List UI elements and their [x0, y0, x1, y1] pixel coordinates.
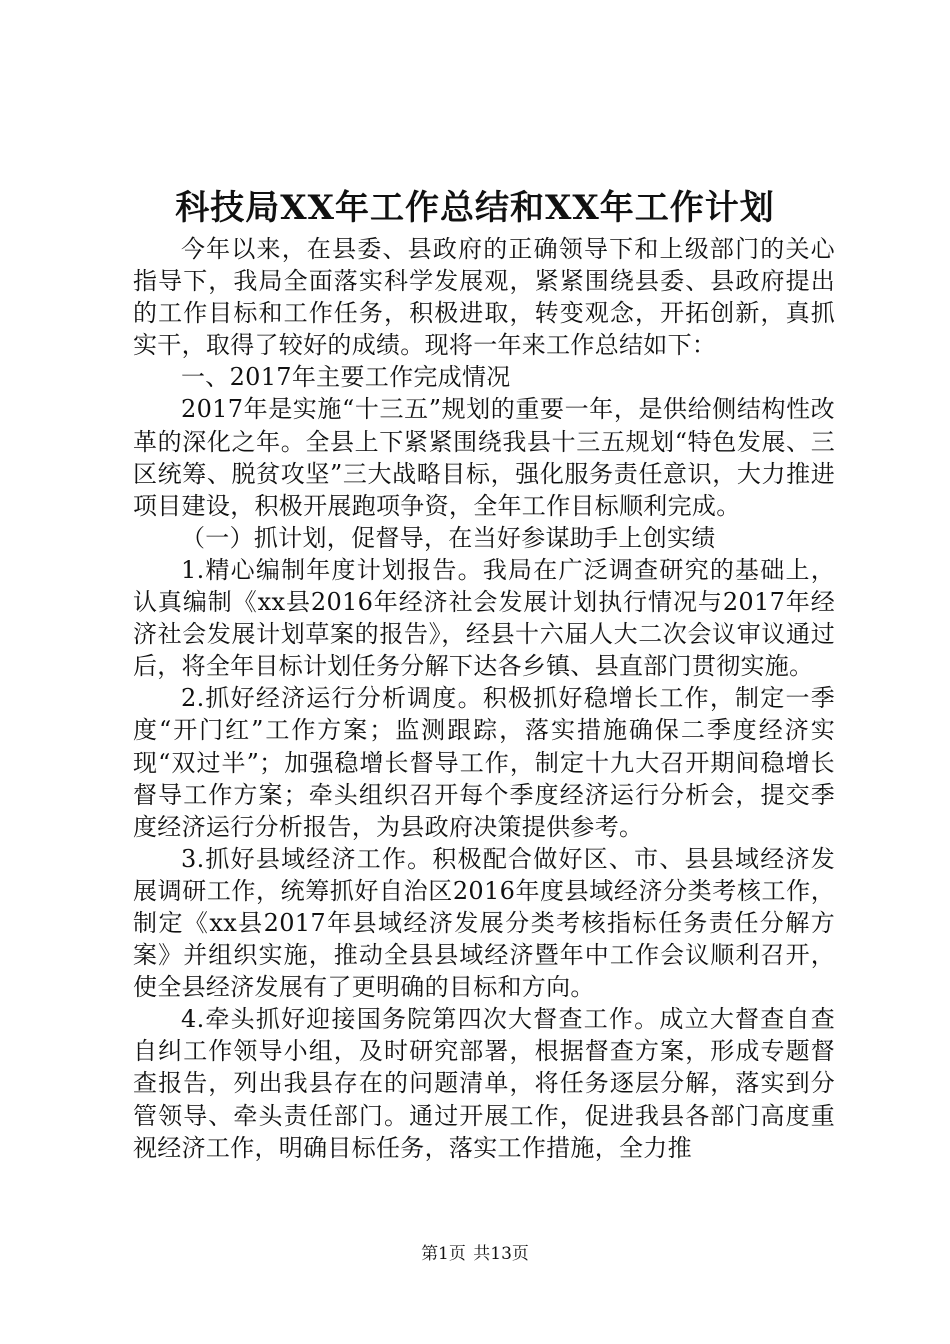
page-number: 第1页	[421, 1244, 466, 1264]
section-heading-1: 一、2017年主要工作完成情况	[181, 363, 511, 392]
item-3-paragraph: 3.抓好县域经济工作。积极配合做好区、市、县县域经济发展调研工作，统筹抓好自治区2016年度县域经济分类考核工作，制定《xx县2017年县域经济发展分类考核指标任务责任分解方案》并组织实施，推动全县县域经济暨年中工作会议顺利召开，使全县经济发展有了更明确的目标和方向。	[133, 844, 835, 1002]
intro-paragraph: 今年以来，在县委、县政府的正确领导下和上级部门的关心指导下，我局全面落实科学发展观，紧紧围绕县委、县政府提出的工作目标和工作任务，积极进取，转变观念，开拓创新，真抓实干，取得了较好的成绩。现将一年来工作总结如下：	[133, 235, 835, 360]
document-body	[133, 233, 835, 1164]
item-1-paragraph: 1.精心编制年度计划报告。我局在广泛调查研究的基础上，认真编制《xx县2016年经济社会发展计划执行情况与2017年经济社会发展计划草案的报告》，经县十六届人大二次会议审议通过后，将全年目标计划任务分解下达各乡镇、县直部门贯彻实施。	[133, 555, 835, 681]
page-footer	[0, 1242, 950, 1266]
subsection-heading-1: （一）抓计划，促督导，在当好参谋助手上创实绩	[181, 523, 716, 552]
item-2-paragraph: 2.抓好经济运行分析调度。积极抓好稳增长工作，制定一季度“开门红”工作方案；监测跟踪，落实措施确保二季度经济实现“双过半”；加强稳增长督导工作，制定十九大召开期间稳增长督导工作方案；牵头组织召开每个季度经济运行分析会，提交季度经济运行分析报告，为县政府决策提供参考。	[133, 684, 835, 841]
item-4-paragraph: 4.牵头抓好迎接国务院第四次大督查工作。成立大督查自查自纠工作领导小组，及时研究部署，根据督查方案，形成专题督查报告，列出我县存在的问题清单，将任务逐层分解，落实到分管领导、牵头责任部门。通过开展工作，促进我县各部门高度重视经济工作，明确目标任务，落实工作措施，全力推	[133, 1005, 835, 1162]
total-pages: 共13页	[473, 1244, 529, 1264]
document-title: 科技局XX年工作总结和XX年工作计划	[175, 188, 775, 228]
section-1-paragraph: 2017年是实施“十三五”规划的重要一年，是供给侧结构性改革的深化之年。全县上下紧紧围绕我县十三五规划“特色发展、三区统筹、脱贫攻坚”三大战略目标，强化服务责任意识，大力推进项目建设，积极开展跑项争资，全年工作目标顺利完成。	[133, 395, 835, 520]
